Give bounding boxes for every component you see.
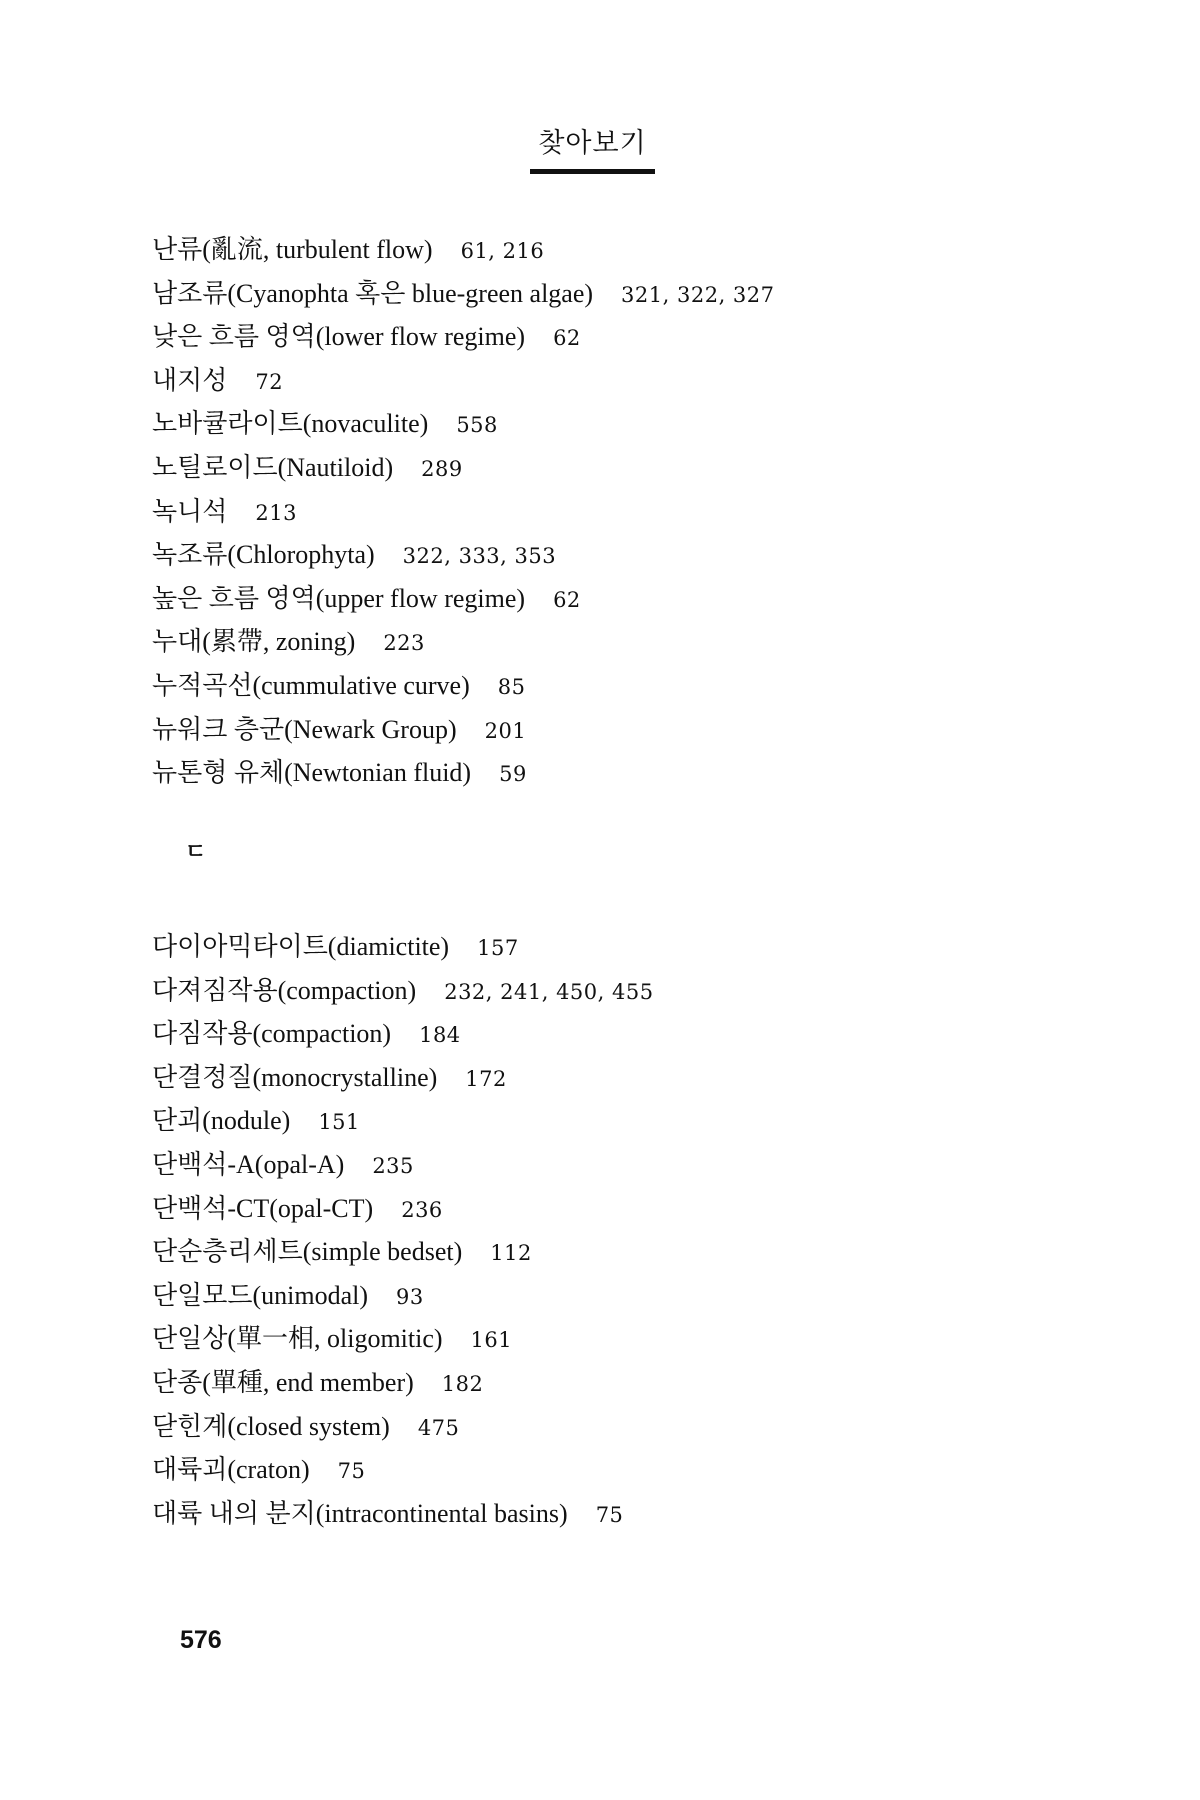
index-entry <box>152 664 1152 708</box>
index-pages: 75 <box>337 1459 366 1484</box>
index-entry <box>152 1274 1152 1318</box>
index-pages: 223 <box>383 631 425 656</box>
index-entry <box>152 1099 1152 1143</box>
index-pages: 75 <box>595 1502 624 1527</box>
index-entry <box>152 708 1152 752</box>
index-term: 닫힌계(closed system) <box>152 1411 390 1441</box>
index-pages: 321, 322, 327 <box>621 282 775 307</box>
index-entry <box>152 1317 1152 1361</box>
index-pages: 93 <box>396 1284 424 1309</box>
index-pages: 182 <box>441 1371 484 1396</box>
index-pages: 558 <box>456 413 498 438</box>
index-entry <box>152 1230 1152 1274</box>
index-pages: 201 <box>484 718 527 743</box>
index-pages: 161 <box>470 1328 513 1353</box>
index-section-n <box>152 228 1152 795</box>
index-pages: 157 <box>477 936 519 960</box>
index-entry <box>152 490 1152 534</box>
index-term: 남조류(Cyanophta 혹은 blue-green algae) <box>152 278 594 308</box>
section-heading-d: ㄷ <box>185 840 207 865</box>
index-entry <box>152 620 1152 664</box>
index-entry <box>152 533 1152 577</box>
index-term: 뉴톤형 유체(Newtonian fluid) <box>152 758 472 788</box>
index-entry <box>152 1405 1152 1449</box>
index-section-d <box>152 925 1152 1535</box>
index-pages: 475 <box>417 1415 460 1440</box>
index-term: 단일상(單一相, oligomitic) <box>152 1324 443 1354</box>
index-term: 단일모드(unimodal) <box>152 1280 368 1310</box>
page-title: 찾아보기 <box>538 128 647 159</box>
index-entry <box>152 1448 1152 1492</box>
index-entry <box>152 1492 1152 1536</box>
index-term: 높은 흐름 영역(upper flow regime) <box>152 583 526 613</box>
index-entry <box>152 446 1152 490</box>
index-pages: 232, 241, 450, 455 <box>444 979 654 1004</box>
index-term: 녹니석 <box>152 496 228 526</box>
index-term: 녹조류(Chlorophyta) <box>152 540 375 570</box>
title-underline <box>530 169 655 174</box>
index-term: 단괴(nodule) <box>152 1106 291 1136</box>
index-pages: 213 <box>255 500 297 525</box>
index-term: 내지성 <box>152 365 228 395</box>
index-term: 대륙 내의 분지(intracontinental basins) <box>152 1498 568 1528</box>
index-pages: 72 <box>255 369 284 394</box>
index-pages: 62 <box>553 587 581 612</box>
index-term: 낮은 흐름 영역(lower flow regime) <box>152 322 526 352</box>
index-pages: 61, 216 <box>460 239 545 263</box>
index-pages: 235 <box>372 1153 414 1178</box>
index-term: 노틸로이드(Nautiloid) <box>152 452 394 482</box>
index-pages: 184 <box>419 1023 461 1048</box>
index-pages: 236 <box>401 1197 443 1222</box>
index-pages: 289 <box>421 456 463 481</box>
index-entry <box>152 751 1152 795</box>
index-entry <box>152 577 1152 621</box>
index-term: 대륙괴(craton) <box>152 1455 310 1485</box>
index-pages: 62 <box>553 326 581 351</box>
index-entry <box>152 359 1152 403</box>
index-pages: 151 <box>318 1110 360 1135</box>
index-term: 단백석-CT(opal-CT) <box>152 1193 374 1223</box>
index-entry <box>152 1056 1152 1100</box>
index-pages: 59 <box>499 762 527 787</box>
index-pages: 322, 333, 353 <box>402 544 557 569</box>
index-term: 노바큘라이트(novaculite) <box>152 409 429 439</box>
index-term: 다이아믹타이트(diamictite) <box>152 932 450 961</box>
index-term: 단결정질(monocrystalline) <box>152 1062 438 1092</box>
index-term: 단백석-A(opal-A) <box>152 1149 345 1179</box>
index-term: 다져짐작용(compaction) <box>152 975 417 1005</box>
index-term: 난류(亂流, turbulent flow) <box>152 235 433 264</box>
index-pages: 112 <box>490 1241 532 1266</box>
index-term: 뉴워크 층군(Newark Group) <box>152 714 457 744</box>
index-entry <box>152 1187 1152 1231</box>
index-term: 누적곡선(cummulative curve) <box>152 670 470 700</box>
index-entry <box>152 1012 1152 1056</box>
index-entry <box>152 272 1152 316</box>
index-entry <box>152 402 1152 446</box>
index-term: 누대(累帶, zoning) <box>152 627 356 657</box>
index-entry <box>152 969 1152 1013</box>
index-term: 단종(單種, end member) <box>152 1367 414 1397</box>
index-entry <box>152 1361 1152 1405</box>
index-entry <box>152 1143 1152 1187</box>
index-term: 단순층리세트(simple bedset) <box>152 1237 463 1267</box>
page-number: 576 <box>180 1626 222 1654</box>
index-entry <box>152 228 1152 272</box>
index-term: 다짐작용(compaction) <box>152 1019 392 1049</box>
index-entry <box>152 315 1152 359</box>
index-pages: 172 <box>465 1066 507 1091</box>
index-pages: 85 <box>497 674 526 699</box>
index-entry <box>152 925 1152 969</box>
page-header <box>530 125 655 174</box>
